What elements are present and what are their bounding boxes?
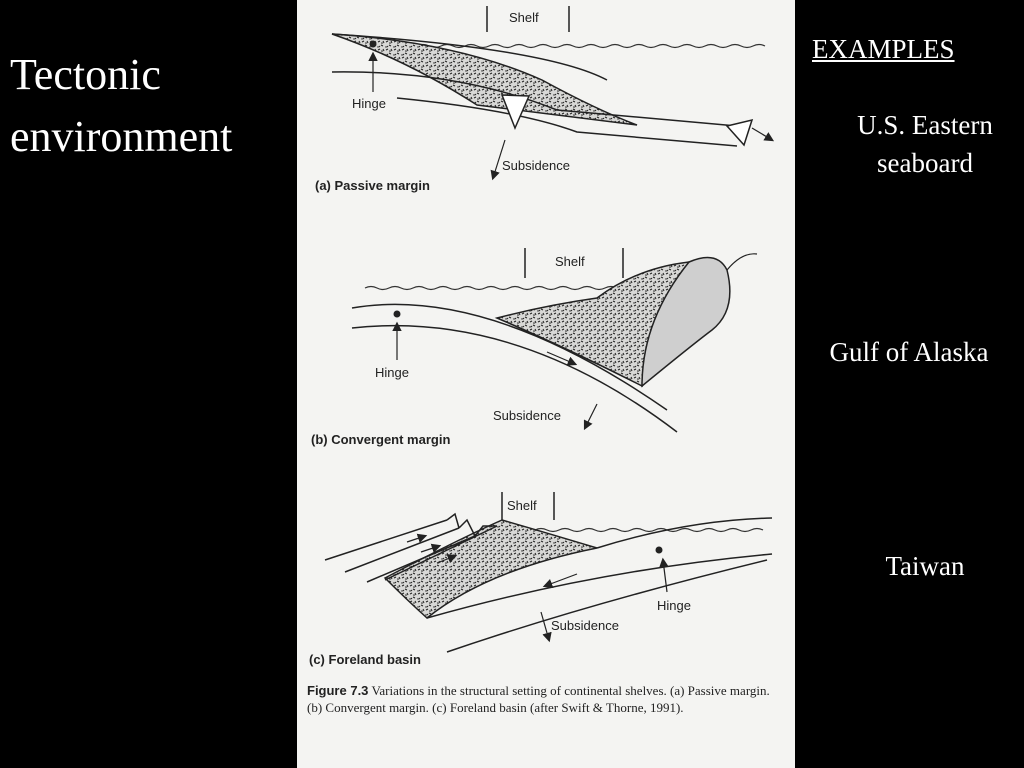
example-gulf-of-alaska: Gulf of Alaska [829, 337, 989, 367]
hinge-label-b: Hinge [375, 365, 409, 380]
panel-c-foreland-basin [309, 492, 772, 667]
subsidence-label-b: Subsidence [493, 408, 561, 423]
subsidence-label-a: Subsidence [502, 158, 570, 173]
hinge-point-a [370, 41, 377, 48]
example-us-eastern-seaboard: U.S. Eastern seaboard [857, 110, 993, 178]
shelf-label-c: Shelf [507, 498, 537, 513]
example-taiwan: Taiwan [885, 551, 965, 581]
sediment-wedge-c [385, 520, 597, 618]
flexure-arrow-c [545, 574, 577, 586]
panel-b-convergent-margin [311, 248, 757, 447]
subsidence-arrow-b [585, 404, 597, 428]
panel-a-passive-margin [315, 6, 772, 193]
hinge-label-a: Hinge [352, 96, 386, 111]
figure-diagram [297, 0, 795, 680]
subsidence-label-c: Subsidence [551, 618, 619, 633]
coastline-b [727, 254, 757, 270]
shelf-label-a: Shelf [509, 10, 539, 25]
subsidence-arrow-c [541, 612, 549, 640]
panel-c-caption: (c) Foreland basin [309, 652, 421, 667]
examples-heading: EXAMPLES [812, 34, 955, 64]
extension-arrow-a [752, 128, 772, 140]
hinge-label-c: Hinge [657, 598, 691, 613]
figure-number: Figure 7.3 [307, 683, 369, 698]
shelf-label-b: Shelf [555, 254, 585, 269]
figure-caption-text: Variations in the structural setting of continental shelves. (a) Passive margin. (b) Convergent margin. (c) Foreland basin (after Swift & Thorne, 1991). [307, 683, 770, 715]
plate-top-c [597, 518, 772, 548]
figure-caption [307, 682, 787, 716]
figure-7-3 [297, 0, 795, 768]
slide-title: Tectonic environment [10, 50, 233, 161]
hinge-point-c [656, 547, 663, 554]
thrust-arrow-c1 [407, 536, 425, 542]
hinge-point-b [394, 311, 401, 318]
fault-block-a2 [727, 120, 752, 145]
panel-a-caption: (a) Passive margin [315, 178, 430, 193]
panel-b-caption: (b) Convergent margin [311, 432, 451, 447]
